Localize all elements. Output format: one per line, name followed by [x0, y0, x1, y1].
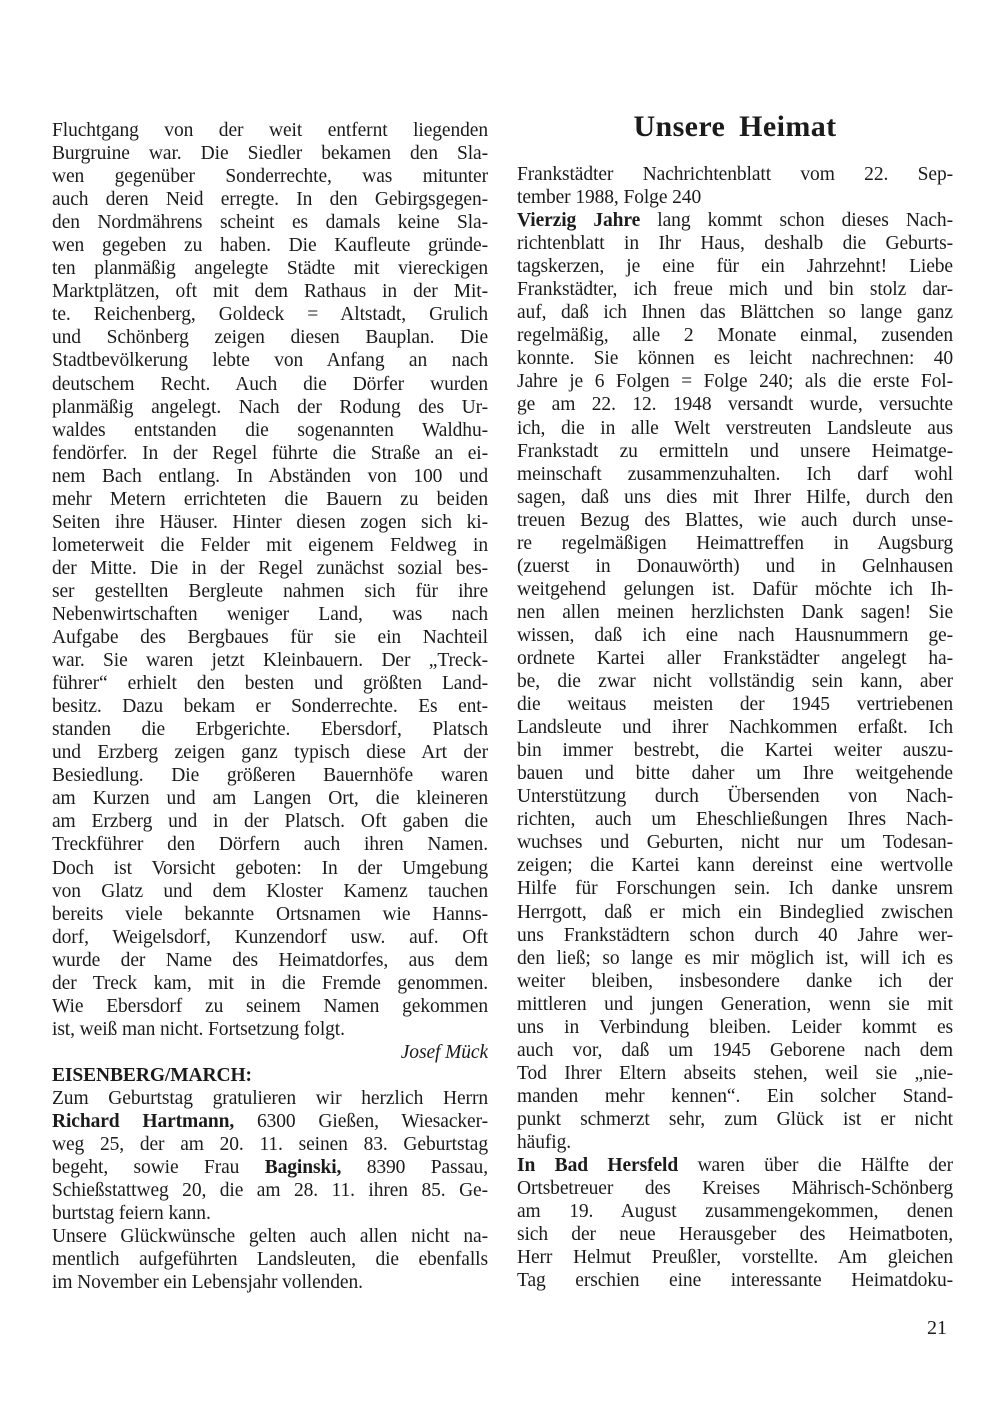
- text-line: führer“ erhielt den besten und größten Land-: [52, 673, 488, 695]
- text-line: den ließ; so lange es mir möglich ist, will ich es: [517, 947, 953, 969]
- text-line: wen gegeben zu haben. Die Kaufleute gründe-: [52, 235, 488, 257]
- text-line: Hilfe für Forschungen sein. Ich danke unsrem: [517, 878, 953, 900]
- text-line: Vierzig Jahre lang kommt schon dieses Nach-: [517, 210, 953, 232]
- text-line: Seiten ihre Häuser. Hinter diesen zogen sich ki-: [52, 511, 488, 533]
- text-line: weg 25, der am 20. 11. seinen 83. Geburtstag: [52, 1134, 488, 1156]
- text-line: im November ein Lebensjahr vollenden.: [52, 1272, 363, 1294]
- text-line: sagen, daß uns dies mit Ihrer Hilfe, durch den: [517, 486, 953, 508]
- text-line: meinschaft zusammenzuhalten. Ich darf wohl: [517, 463, 953, 485]
- text-line: Burgruine war. Die Siedler bekamen den Sla-: [52, 143, 488, 165]
- text-line: Wie Ebersdorf zu seinem Namen gekommen: [52, 995, 488, 1017]
- text-line: weiter bleiben, insbesondere danke ich der: [517, 970, 953, 992]
- text-line: Herr Helmut Preußler, vorstellte. Am gleichen: [517, 1247, 953, 1269]
- text-line: waldes entstanden die sogenannten Waldhu-: [52, 419, 488, 441]
- text-line: bin immer bestrebt, die Kartei weiter auszu-: [517, 740, 953, 762]
- text-line: punkt schmerzt sehr, zum Glück ist er nicht: [517, 1108, 953, 1130]
- left-column-lines: [52, 119, 488, 1294]
- text-line: wurde der Name des Heimatdorfes, aus dem: [52, 949, 488, 971]
- text-line: Unterstützung durch Übersenden von Nach-: [517, 786, 953, 808]
- text-line: ten planmäßig angelegte Städte mit viereckigen: [52, 258, 488, 280]
- text-line: nem Bach entlang. In Abständen von 100 und: [52, 465, 488, 487]
- text-line: Besiedlung. Die größeren Bauernhöfe waren: [52, 765, 488, 787]
- text-line: uns Frankstädtern schon durch 40 Jahre wer-: [517, 924, 953, 946]
- text-line: und Schönberg zeigen diesen Bauplan. Die: [52, 327, 488, 349]
- text-line: (zuerst in Donauwörth) und in Gelnhausen: [517, 555, 953, 577]
- text-line: Nebenwirtschaften weniger Land, was nach: [52, 603, 488, 625]
- text-line: Frankstadt zu ermitteln und unsere Heimatge-: [517, 440, 953, 462]
- text-line: der Mitte. Die in der Regel zunächst sozial bes-: [52, 557, 488, 579]
- text-line: auf, daß ich Ihnen das Blättchen so lange ganz: [517, 302, 953, 324]
- left-column: [52, 112, 488, 1294]
- text-line: EISENBERG/MARCH:: [52, 1064, 252, 1086]
- right-column: [517, 112, 953, 1294]
- text-line: am 19. August zusammengekommen, denen: [517, 1201, 953, 1223]
- text-line: richtenblatt in Ihr Haus, deshalb die Geburts-: [517, 233, 953, 255]
- text-line: treuen Bezug des Blattes, wie auch durch unse-: [517, 509, 953, 531]
- text-line: te. Reichenberg, Goldeck = Altstadt, Grulich: [52, 304, 488, 326]
- text-line: ist, weiß man nicht. Fortsetzung folgt.: [52, 1018, 345, 1040]
- text-line: Herrgott, daß er mich ein Bindeglied zwischen: [517, 901, 953, 923]
- text-line: be, die zwar nicht vollständig sein kann, aber: [517, 671, 953, 693]
- text-line: Doch ist Vorsicht geboten: In der Umgebung: [52, 857, 488, 879]
- text-line: Landsleute und ihrer Nachkommen erfaßt. Ich: [517, 717, 953, 739]
- text-line: Tag erschien eine interessante Heimatdoku-: [517, 1270, 953, 1292]
- text-line: Tod Ihrer Eltern abseits stehen, weil sie „nie-: [517, 1062, 953, 1084]
- text-line: den Nordmährens scheint es damals keine Sla-: [52, 212, 488, 234]
- text-line: re regelmäßigen Heimattreffen in Augsburg: [517, 532, 953, 554]
- text-line: Schießstattweg 20, die am 28. 11. ihren 85. Ge-: [52, 1180, 488, 1202]
- text-line: In Bad Hersfeld waren über die Hälfte der: [517, 1155, 953, 1177]
- text-line: Stadtbevölkerung lebte von Anfang an nach: [52, 350, 488, 372]
- page-number: 21: [927, 1317, 947, 1339]
- text-line: mittleren und jungen Generation, wenn sie mit: [517, 993, 953, 1015]
- text-line: begeht, sowie Frau Baginski, 8390 Passau,: [52, 1157, 488, 1179]
- text-line: mehr Metern errichteten die Bauern zu beiden: [52, 488, 488, 510]
- article-title: Unsere Heimat: [633, 110, 837, 143]
- text-line: Josef Mück: [400, 1041, 488, 1063]
- text-line: weitgehend gelungen ist. Dafür möchte ich Ih-: [517, 578, 953, 600]
- text-line: Aufgabe des Bergbaues für sie ein Nachteil: [52, 627, 488, 649]
- text-line: Jahre je 6 Folgen = Folge 240; als die erste Fol-: [517, 371, 953, 393]
- text-line: Ortsbetreuer des Kreises Mährisch-Schönberg: [517, 1178, 953, 1200]
- text-line: deutschem Recht. Auch die Dörfer wurden: [52, 373, 488, 395]
- text-line: wen gegenüber Sonderrechte, was mitunter: [52, 166, 488, 188]
- text-line: mentlich aufgeführten Landsleuten, die ebenfalls: [52, 1249, 488, 1271]
- text-line: tagskerzen, je eine für ein Jahrzehnt! Liebe: [517, 256, 953, 278]
- text-line: Treckführer den Dörfern auch ihren Namen.: [52, 834, 488, 856]
- text-line: konnte. Sie können es leicht nachrechnen: 40: [517, 348, 953, 370]
- text-line: manden mehr kennen“. Ein solcher Stand-: [517, 1085, 953, 1107]
- text-line: wuchses und Geburten, nicht nur um Todesan-: [517, 832, 953, 854]
- text-line: burtstag feiern kann.: [52, 1203, 211, 1225]
- text-line: Zum Geburtstag gratulieren wir herzlich Herrn: [52, 1087, 488, 1109]
- text-line: war. Sie waren jetzt Kleinbauern. Der „Treck-: [52, 650, 488, 672]
- text-line: uns in Verbindung bleiben. Leider kommt es: [517, 1016, 953, 1038]
- text-line: tember 1988, Folge 240: [517, 187, 702, 209]
- text-line: regelmäßig, alle 2 Monate einmal, zusenden: [517, 325, 953, 347]
- text-line: bereits viele bekannte Ortsnamen wie Hanns-: [52, 903, 488, 925]
- text-line: dorf, Weigelsdorf, Kunzendorf usw. auf. Oft: [52, 926, 488, 948]
- text-line: lometerweit die Felder mit eigenem Feldweg in: [52, 534, 488, 556]
- text-line: am Erzberg und in der Platsch. Oft gaben die: [52, 811, 488, 833]
- text-line: planmäßig angelegt. Nach der Rodung des Ur-: [52, 396, 488, 418]
- text-line: ich, die in alle Welt verstreuten Landsleute aus: [517, 417, 953, 439]
- text-line: richten, auch um Eheschließungen Ihres Nach-: [517, 809, 953, 831]
- text-line: nen allen meinen herzlichsten Dank sagen! Sie: [517, 601, 953, 623]
- text-line: Unsere Glückwünsche gelten auch allen nicht na-: [52, 1226, 488, 1248]
- text-line: der Treck kam, mit in die Fremde genommen.: [52, 972, 488, 994]
- text-line: Fluchtgang von der weit entfernt liegenden: [52, 120, 488, 141]
- text-line: bauen und bitte daher um Ihre weitgehende: [517, 763, 953, 785]
- text-line: von Glatz und dem Kloster Kamenz tauchen: [52, 880, 488, 902]
- text-line: standen die Erbgerichte. Ebersdorf, Platsch: [52, 719, 488, 741]
- text-line: die weitaus meisten der 1945 vertriebenen: [517, 694, 953, 716]
- text-line: am Kurzen und am Langen Ort, die kleineren: [52, 788, 488, 810]
- text-line: wissen, daß ich eine nach Hausnummern ge-: [517, 624, 953, 646]
- text-line: ge am 22. 12. 1948 versandt wurde, versuchte: [517, 394, 953, 416]
- text-line: Marktplätzen, oft mit dem Rathaus in der Mit-: [52, 281, 488, 303]
- text-line: sich der neue Herausgeber des Heimatboten,: [517, 1224, 953, 1246]
- text-line: und Erzberg zeigen ganz typisch diese Art der: [52, 742, 488, 764]
- text-line: häufig.: [517, 1131, 571, 1153]
- right-column-lines: [517, 163, 953, 1292]
- text-line: fendörfer. In der Regel führte die Straße an ei-: [52, 442, 488, 464]
- text-line: auch vor, daß um 1945 Geborene nach dem: [517, 1039, 953, 1061]
- text-line: ordnete Kartei aller Frankstädter angelegt ha-: [517, 647, 953, 669]
- text-line: auch deren Neid erregte. In den Gebirgsgegen-: [52, 189, 488, 211]
- text-line: zeigen; die Kartei kann dereinst eine wertvolle: [517, 855, 953, 877]
- text-line: ser gestellten Bergleute nahmen sich für ihre: [52, 580, 488, 602]
- text-line: Frankstädter, ich freue mich und bin stolz dar-: [517, 279, 953, 301]
- text-line: Richard Hartmann, 6300 Gießen, Wiesacker-: [52, 1111, 488, 1133]
- text-line: Frankstädter Nachrichtenblatt vom 22. Sep-: [517, 164, 953, 185]
- page-content: [52, 112, 953, 1294]
- text-line: besitz. Dazu bekam er Sonderrechte. Es ent-: [52, 696, 488, 718]
